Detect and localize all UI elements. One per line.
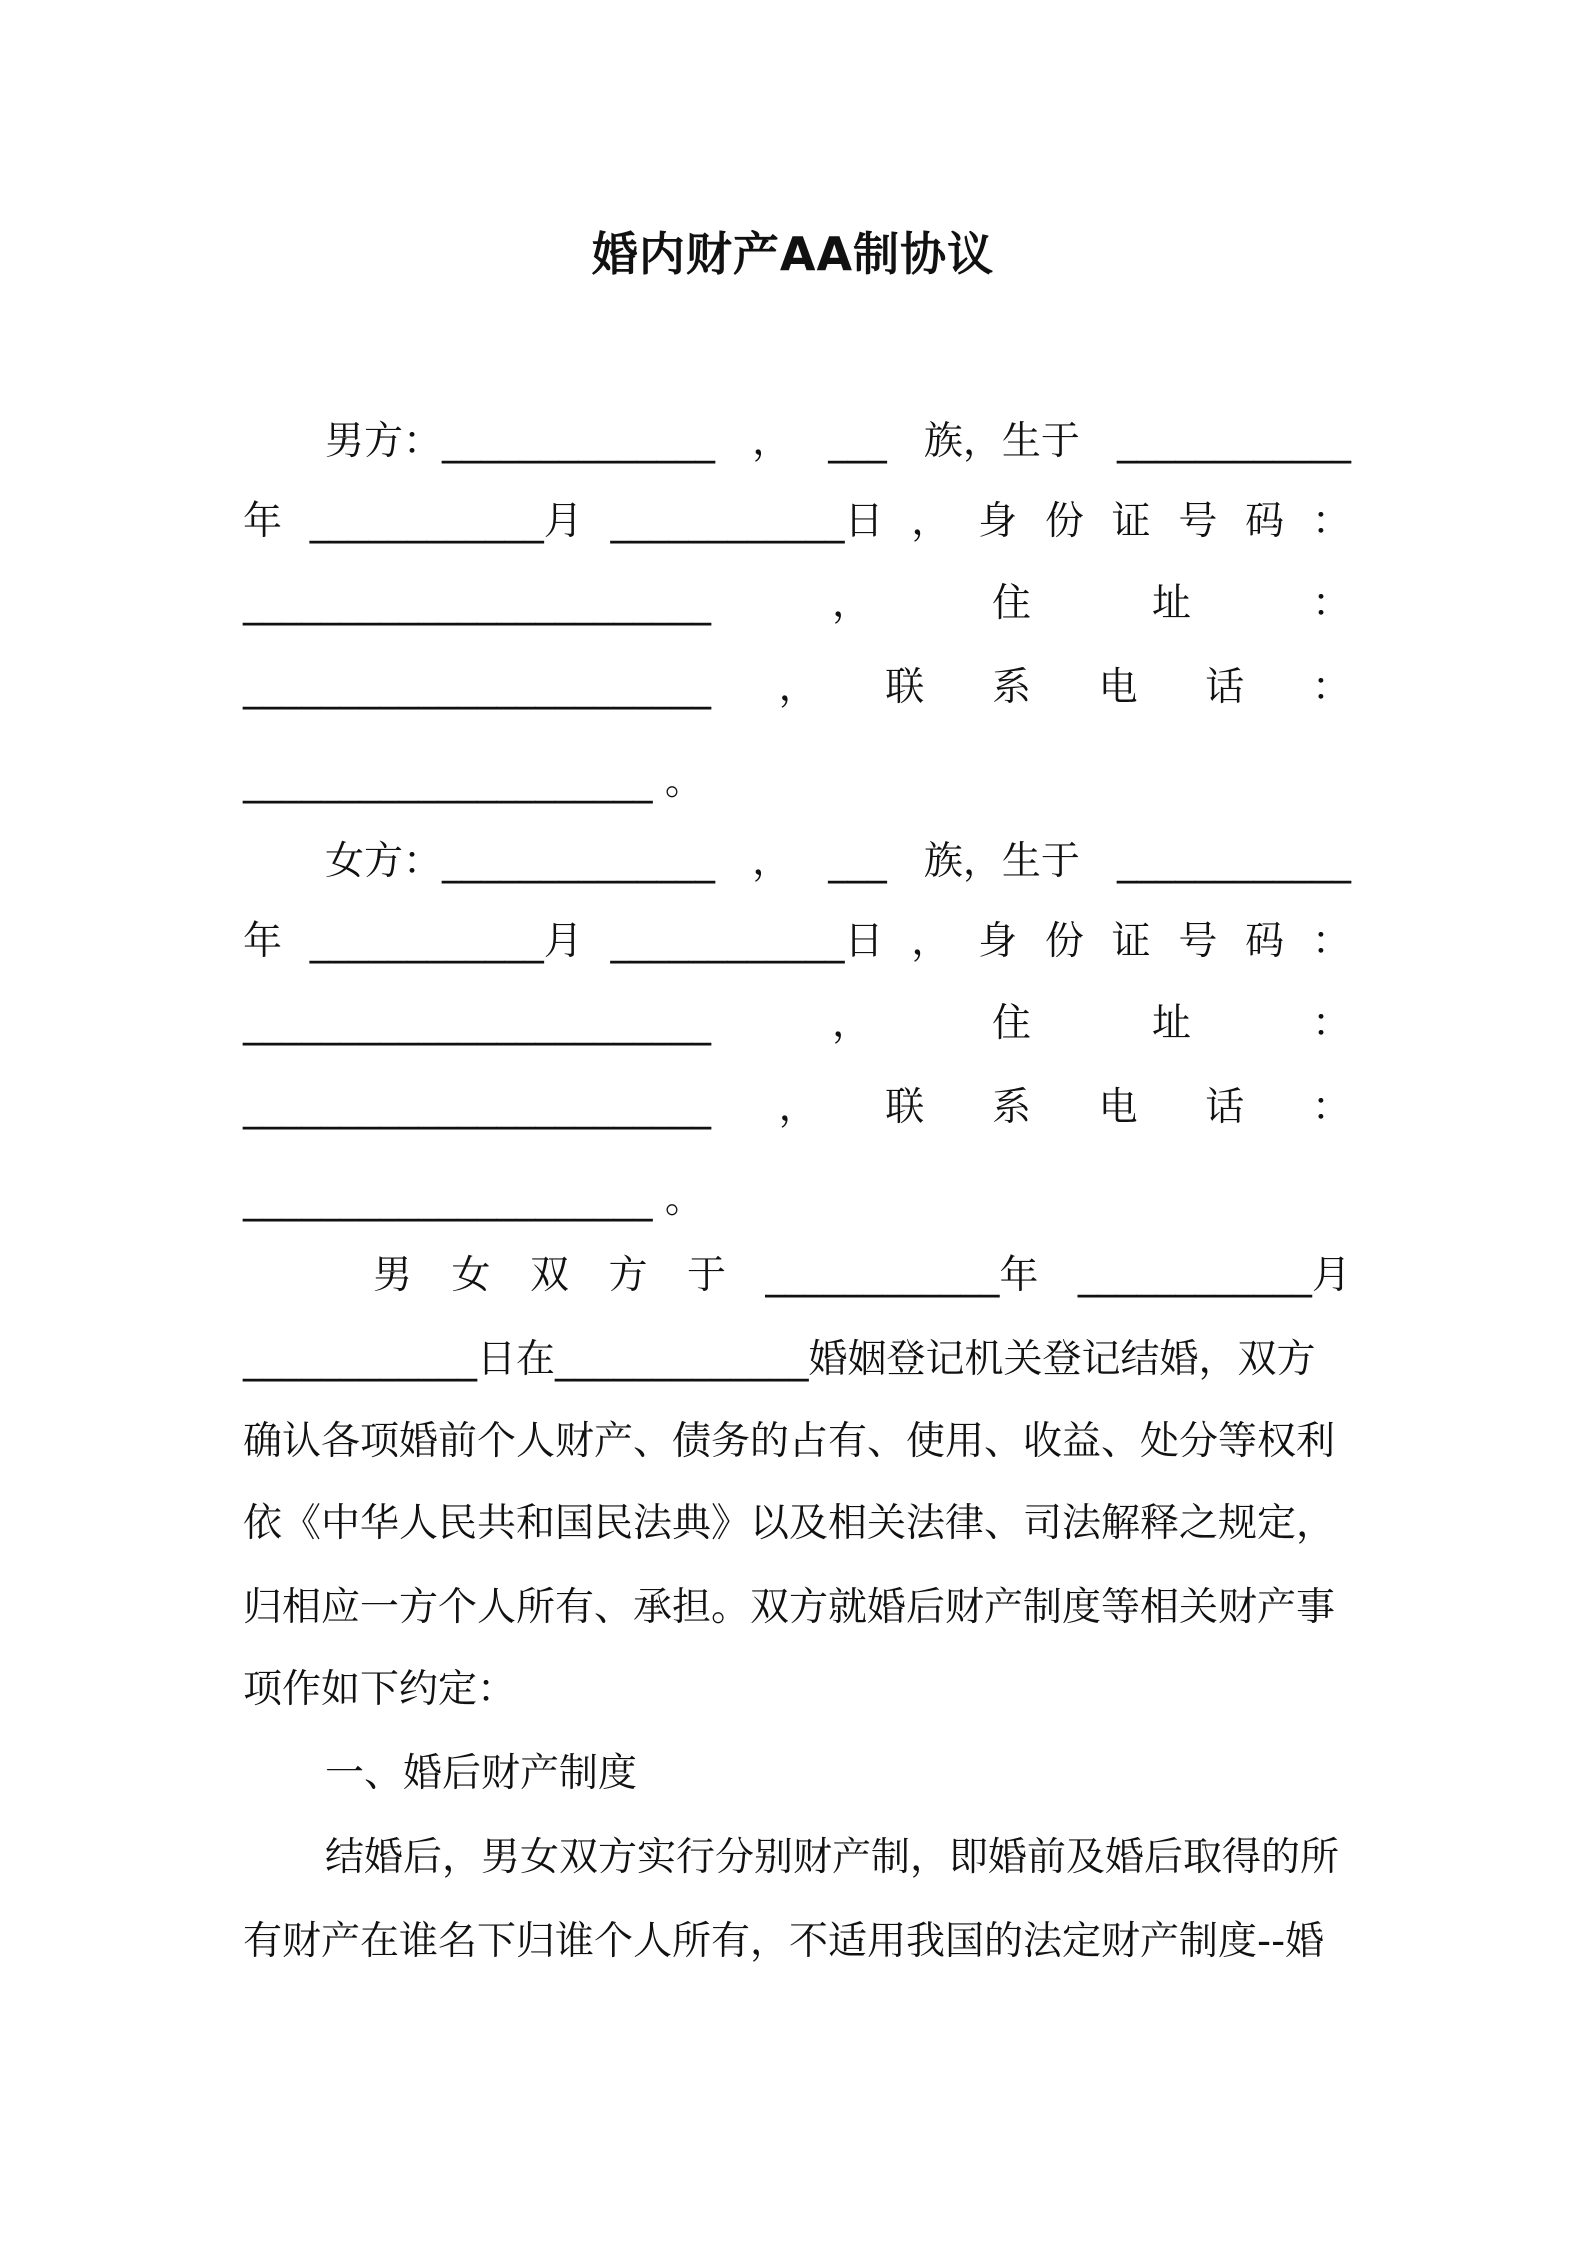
male-line-4: ________________________ ， 联 系 电 话 ：	[243, 658, 1351, 718]
marriage-date-line: 男 女 双 方 于 ____________年 ____________月	[243, 1246, 1351, 1306]
section-1-heading: 一、婚后财产制度	[325, 1751, 638, 1796]
male-phone-line	[243, 752, 1351, 812]
male-birth-day-blank: ____________日	[610, 499, 884, 544]
paragraph-line-1: ____________日在_____________婚姻登记机关登记结婚，双方	[243, 1337, 1316, 1382]
male-birth-month-blank: ____________月	[309, 499, 583, 544]
female-line-2: 年 ____________月 ____________日 ， 身 份 证 号 码 ：	[243, 912, 1351, 972]
female-birth-month-blank: ____________月	[309, 919, 583, 964]
male-name-blank: 男方：______________	[325, 419, 716, 464]
marriage-month-blank: ____________月	[1077, 1253, 1351, 1298]
male-line-3: ________________________ ， 住 址 ：	[243, 574, 1351, 634]
paragraph-line-2: 确认各项婚前个人财产、债务的占有、使用、收益、处分等权利	[243, 1419, 1336, 1464]
female-id-blank: ________________________	[243, 1001, 711, 1046]
female-ethnicity-blank: ___	[828, 839, 887, 884]
female-line-3: ________________________ ， 住 址 ：	[243, 994, 1351, 1054]
marriage-year-blank: ____________年	[765, 1253, 1039, 1298]
section-1-line-1: 结婚后，男女双方实行分别财产制，即婚前及婚后取得的所	[325, 1835, 1340, 1880]
female-birth-year-blank: ____________	[1116, 839, 1351, 884]
female-phone-blank: _____________________ 。	[243, 1177, 704, 1222]
female-birth-day-blank: ____________日	[610, 919, 884, 964]
male-line-2: 年 ____________月 ____________日 ， 身 份 证 号 码 ：	[243, 492, 1351, 552]
paragraph-line-5: 项作如下约定：	[243, 1667, 517, 1712]
female-line-4: ________________________ ， 联 系 电 话 ：	[243, 1078, 1351, 1138]
male-ethnicity-blank: ___	[828, 419, 887, 464]
male-birth-year-blank: ____________	[1116, 419, 1351, 464]
female-phone-line	[243, 1170, 1351, 1230]
document-title: 婚内财产AA制协议	[591, 227, 995, 281]
male-id-blank: ________________________	[243, 581, 711, 626]
female-line-1: 女方：______________ ， ___ 族，生于 ____________	[243, 832, 1351, 892]
paragraph-line-3: 依《中华人民共和国民法典》以及相关法律、司法解释之规定，	[243, 1501, 1336, 1546]
male-line-1: 男方：______________ ， ___ 族，生于 ____________	[243, 412, 1351, 472]
male-phone-blank: _____________________ 。	[243, 759, 704, 804]
female-address-blank: ________________________	[243, 1085, 711, 1130]
paragraph-line-4: 归相应一方个人所有、承担。双方就婚后财产制度等相关财产事	[243, 1585, 1336, 1630]
male-address-blank: ________________________	[243, 665, 711, 710]
section-1-line-2: 有财产在谁名下归谁个人所有，不适用我国的法定财产制度--婚	[243, 1919, 1325, 1964]
female-name-blank: 女方：______________	[325, 839, 716, 884]
